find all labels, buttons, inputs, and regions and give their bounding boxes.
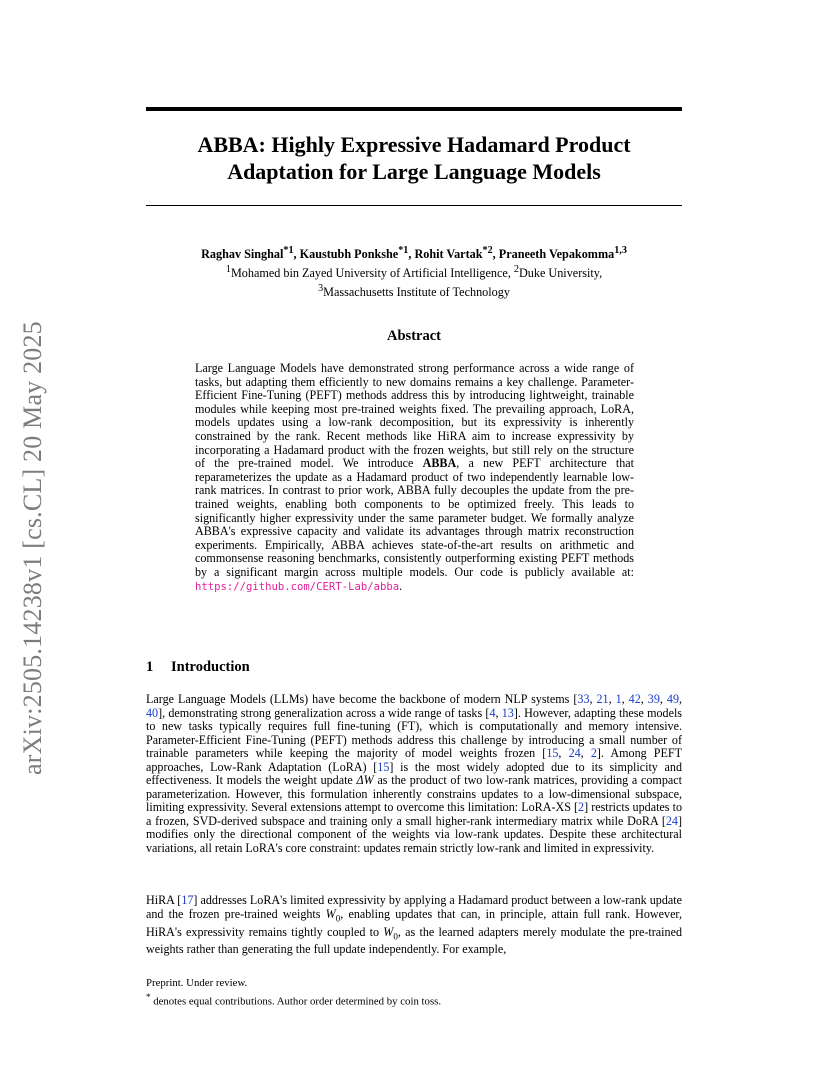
citation-link[interactable]: 15 (546, 746, 559, 761)
section-number: 1 (146, 659, 154, 675)
aff-mark-1: 1 (225, 264, 231, 276)
author-3-mark: *2 (482, 245, 493, 256)
affiliations-line-1 (146, 262, 682, 281)
footnote (146, 977, 682, 1009)
intro-paragraph-1: Large Language Models (LLMs) have become the backbone of modern NLP systems [33, 21, 1, 42, 39, 49, 40], demonstrating strong generalization across a wide range of tasks [4, 13]. However, adapting these models to new tasks typically requires full fine-tuning (FT), which is computationally and memory intensive. Parameter-Efficient Fine-Tuning (PEFT) methods address this challenge by introducing a small number of trainable parameters while keeping the majority of model weights frozen [15, 24, 2]. Among PEFT approaches, Low-Rank Adaptation (LoRA) [15] is the most widely adopted due to its simplicity and effectiveness. It models the weight update ΔW as the product of two low-rank matrices, providing a compact parameterization. However, this formulation inherently constrains updates to a low-dimensional subspace, limiting expressivity. Several extensions attempt to overcome this limitation: LoRA-XS [2] restricts updates to a frozen, SVD-derived subspace and training only a small higher-rank intermediary matrix while DoRA [24] modifies only the directional component of the weights via low-rank updates. Despite these architectural variations, all retain LoRA's core constraint: updates remain strictly low-rank and limited in expressivity. (146, 692, 683, 856)
abstract-heading: Abstract (387, 328, 441, 344)
arxiv-watermark: arXiv:2505.14238v1 [cs.CL] 20 May 2025 (18, 321, 47, 775)
citation-link[interactable]: 42 (628, 692, 641, 706)
citation-link[interactable]: 39 (647, 692, 660, 706)
citation-link[interactable]: 33 (577, 692, 590, 706)
citation-link[interactable]: 21 (596, 692, 609, 706)
citation-link[interactable]: 1 (615, 692, 622, 706)
affiliation-2: Duke University, (518, 266, 603, 281)
title-line-2: Adaptation for Large Language Models (227, 159, 601, 184)
author-2: Kaustubh Ponkshe (299, 247, 399, 262)
title-bottom-rule (146, 205, 682, 206)
citation-link[interactable]: 13 (501, 705, 514, 720)
math-w0: $W_0$ (383, 924, 398, 941)
section-heading-introduction (146, 659, 250, 676)
method-name: ABBA (422, 456, 457, 471)
title-top-rule (146, 107, 682, 111)
citation-link[interactable]: 49 (666, 692, 679, 706)
author-4-mark: 1,3 (614, 245, 627, 256)
intro-paragraph-2: HiRA [17] addresses LoRA's limited expressivity by applying a Hadamard product between a low-rank update and the frozen pre-trained weights $W_0$, enabling updates that can, in principle, attain full rank. However, HiRA's expressivity remains tightly coupled to $W_0$, as the learned adapters merely modulate the pre-trained weights rather than generating the full update independently. For example, (146, 893, 683, 957)
citation-link[interactable]: 15 (377, 759, 390, 774)
paper-title (146, 131, 682, 185)
author-2-mark: *1 (398, 245, 409, 256)
citation-link[interactable]: 17 (181, 893, 194, 907)
preprint-note: Preprint. Under review. (146, 977, 248, 989)
citation-link[interactable]: 2 (590, 746, 597, 761)
author-1-mark: *1 (283, 245, 294, 256)
title-line-1: ABBA: Highly Expressive Hadamard Product (197, 132, 631, 157)
math-w0: $W_0$ (325, 906, 341, 923)
citation-link[interactable]: 40 (146, 705, 159, 720)
aff-mark-2: 2 (513, 264, 519, 276)
author-3: Rohit Vartak (414, 247, 483, 262)
author-4: Praneeth Vepakomma (498, 247, 615, 262)
equal-contribution-note: * denotes equal contributions. Author order determined by coin toss. (146, 991, 442, 1008)
citation-link[interactable]: 24 (568, 746, 581, 761)
author-1: Raghav Singhal (201, 247, 284, 262)
citation-link[interactable]: 4 (489, 705, 496, 720)
citation-link[interactable]: 24 (665, 813, 678, 828)
affiliation-3: Massachusetts Institute of Technology (323, 285, 510, 300)
author-block (146, 243, 682, 300)
affiliation-1: Mohamed bin Zayed University of Artificial Intelligence, (230, 266, 514, 281)
affiliations-line-2 (146, 281, 682, 300)
author-names: Raghav Singhal$^{*1}$, Kaustubh Ponkshe$^{*1}$, Rohit Vartak$^{*2}$, Praneeth Vepakomma$^{1,3}$ (201, 245, 627, 262)
citation-link[interactable]: 2 (578, 800, 585, 815)
math-delta-w: ΔW (356, 773, 374, 788)
code-link[interactable]: https://github.com/CERT-Lab/abba (195, 580, 400, 593)
section-title: Introduction (171, 659, 250, 675)
abstract-text: Large Language Models have demonstrated strong performance across a wide range of tasks, but adapting them efficiently to new domains remains a key challenge. Parameter-Efficient Fine-Tuning (PEFT) methods address this by introducing lightweight, trainable modules while keeping most pre-trained weights fixed. The prevailing approach, LoRA, models updates using a low-rank decomposition, but its expressivity is inherently constrained by the rank. Recent methods like HiRA aim to increase expressivity by incorporating a Hadamard product with the frozen weights, but still rely on the structure of the pre-trained model. We introduce ABBA, a new PEFT architecture that reparameterizes the update as a Hadamard product of two independently learnable low-rank matrices. In contrast to prior work, ABBA fully decouples the update from the pre-trained weights, enabling both components to be optimized freely. This leads to significantly higher expressivity under the same parameter budget. We formally analyze ABBA's expressive capacity and validate its advantages through matrix reconstruction experiments. Empirically, ABBA achieves state-of-the-art results on arithmetic and commonsense reasoning benchmarks, consistently outperforming existing PEFT methods by a significant margin across multiple models. Our code is publicly available at: https://github.com/CERT-Lab/abba. (195, 361, 634, 593)
aff-mark-3: 3 (318, 283, 324, 295)
